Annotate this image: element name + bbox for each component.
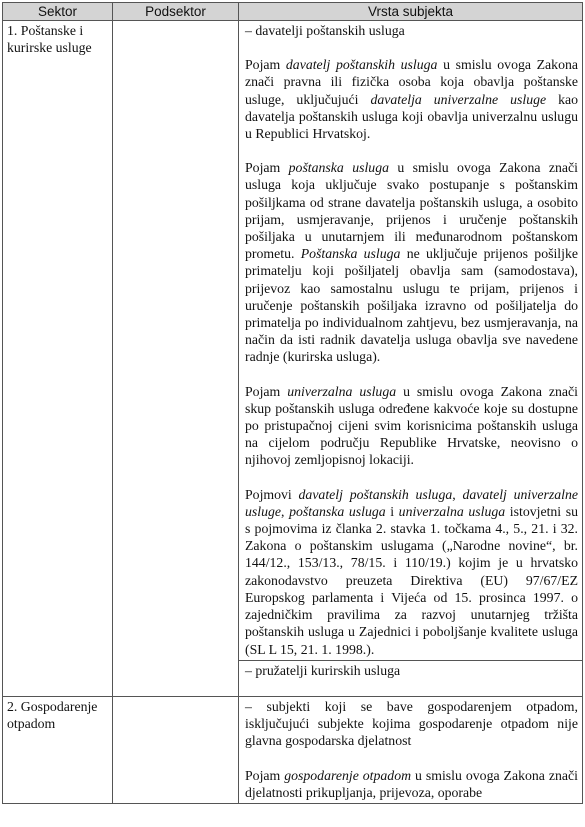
table-header-row: [3, 3, 583, 21]
subject-cell: [239, 660, 583, 696]
header-sector: Sektor: [3, 3, 113, 21]
definition-paragraph: Pojam univerzalna usluga u smislu ovoga Zakona znači skup poštanskih usluga određene kakvoće koje su dostupne po pristupačnoj cijeni svim korisnicima poštanskih usluga na cijelom području Republike Hrvatske, neovisno o njihovoj zemljopisnoj lokaciji.: [245, 383, 579, 468]
sector-cell: 1. Poštanske i kurirske usluge: [3, 21, 113, 697]
subsector-cell: [113, 696, 239, 803]
subject-item: – davatelji poštanskih usluga: [245, 23, 405, 38]
table-row: [3, 696, 583, 803]
sector-cell: 2. Gospodarenje otpadom: [3, 696, 113, 803]
header-subsector: Podsektor: [113, 3, 239, 21]
header-subject-type: Vrsta subjekta: [239, 3, 583, 21]
definition-paragraph: Pojam poštanska usluga u smislu ovoga Zakona znači usluga koja uključuje svako postupanje s poštanskim pošiljkama od strane davatelja poštanskih usluga, a osobito prijam, usmjeravanje, prijenos i uručenje poštanskih pošiljaka u unutarnjem ili međunarodnom poštanskom prometu. Poštanska usluga ne uključuje prijenos pošiljke primatelju koji pošiljatelj obavlja sam (samodostava), prijevoz kao samostalnu uslugu te prijam, prijenos i uručenje poštanskih pošiljaka izravno od pošiljatelja do primatelja po individualnom zahtjevu, bez usmjeravanja, na način da isti radnik davatelja usluga obavlja sve navedene radnje (kurirska usluga).: [245, 160, 578, 365]
subject-cell: [239, 696, 583, 803]
subject-item: – subjekti koji se bave gospodarenjem otpadom, isključujući subjekte kojima gospodarenje otpadom nije glavna gospodarska djelatnost: [245, 698, 578, 749]
sector-table: [2, 2, 583, 804]
subsector-cell: [113, 21, 239, 697]
definition-paragraph: Pojmovi davatelj poštanskih usluga, davatelj univerzalne usluge, poštanska usluga i univerzalna usluga istovjetni su s pojmovima iz članka 2. stavka 1. točkama 4., 5., 21. i 32. Zakona o poštanskim uslugama („Narodne novine“, br. 144/12., 153/13., 78/15. i 110/19.) kojim je u hrvatsko zakonodavstvo preuzeta Direktiva (EU) 97/67/EZ Europskog parlamenta i Vijeća od 15. prosinca 1997. o zajedničkim pravilima za razvoj unutarnjeg tržišta poštanskih usluga u Zajednici i poboljšanje kvalitete usluga (SL L 15, 21. 1. 1998.).: [245, 486, 579, 657]
definition-paragraph: Pojam davatelj poštanskih usluga u smislu ovoga Zakona znači pravna ili fizička osoba koja obavlja poštanske usluge, uključujući davatelja univerzalne usluge kao davatelja poštanskih usluga koji obavlja univerzalnu uslugu u Republici Hrvatskoj.: [245, 57, 579, 142]
subject-cell: [239, 21, 583, 661]
definition-paragraph: Pojam gospodarenje otpadom u smislu ovoga Zakona znači djelatnosti prikupljanja, prijevoza, oporabe: [245, 767, 578, 800]
subject-item: – pružatelji kurirskih usluga: [245, 662, 401, 678]
table-row: [3, 21, 583, 661]
